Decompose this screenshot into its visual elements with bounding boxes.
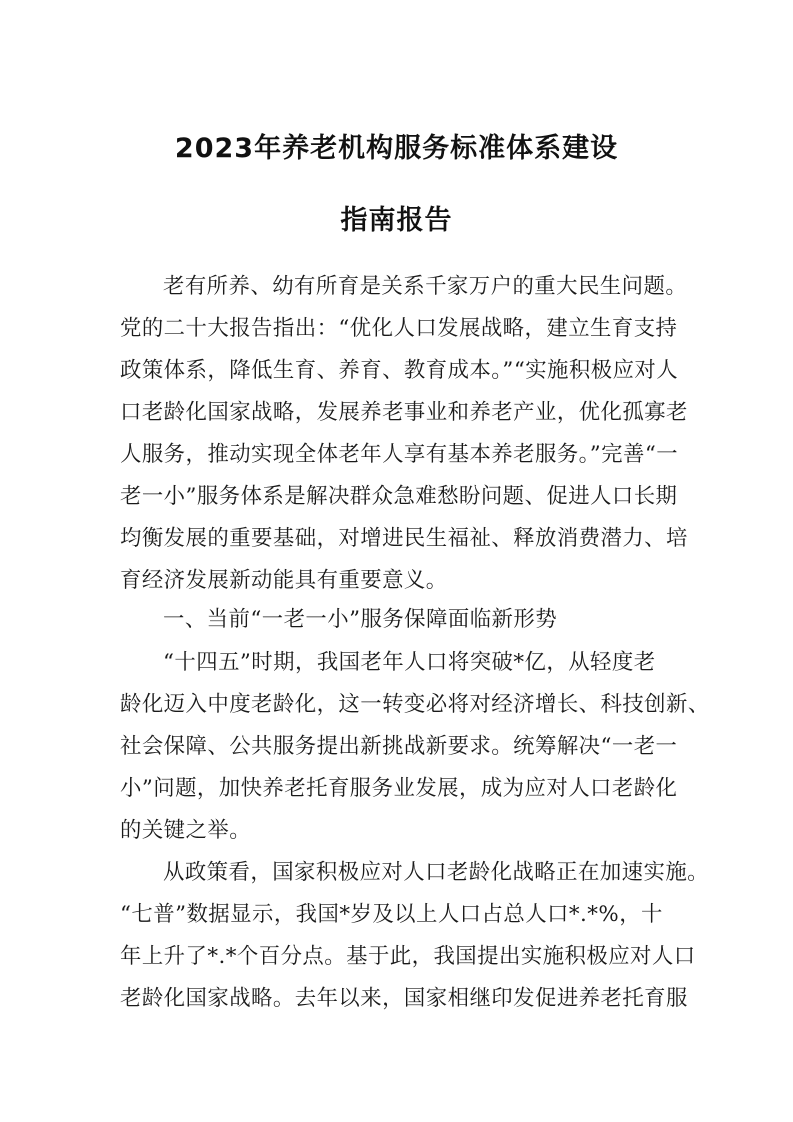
- paragraph-line: 的关键之举。: [120, 818, 252, 843]
- section-heading: 一、当前“一老一小”服务保障面临新形势: [163, 607, 558, 632]
- paragraph-line: 政策体系，降低生育、养育、教育成本。”“实施积极应对人: [120, 358, 679, 383]
- paragraph-line: 口老龄化国家战略，发展养老事业和养老产业，优化孤寡老: [120, 400, 688, 425]
- paragraph-line: 龄化迈入中度老龄化，这一转变必将对经济增长、科技创新、: [120, 692, 710, 717]
- document-title-line-1: 2023年养老机构服务标准体系建设: [174, 133, 619, 164]
- paragraph-line: 育经济发展新动能具有重要意义。: [120, 568, 448, 593]
- paragraph-line: 年上升了*.*个百分点。基于此，我国提出实施积极应对人口: [120, 944, 696, 969]
- paragraph-line: 老一小”服务体系是解决群众急难愁盼问题、促进人口长期: [120, 484, 678, 509]
- paragraph-line: “十四五”时期，我国老年人口将突破*亿，从轻度老: [163, 650, 656, 675]
- paragraph-line: 均衡发展的重要基础，对增进民生福祉、释放消费潜力、培: [120, 526, 688, 551]
- paragraph-line: 人服务，推动实现全体老年人享有基本养老服务。”完善“一: [120, 442, 679, 467]
- paragraph-line: 从政策看，国家积极应对人口老龄化战略正在加速实施。: [163, 860, 710, 885]
- paragraph-line: 老有所养、幼有所育是关系千家万户的重大民生问题。: [163, 274, 688, 299]
- paragraph-line: 社会保障、公共服务提出新挑战新要求。统筹解决“一老一: [120, 734, 678, 759]
- paragraph-line: “七普”数据显示，我国*岁及以上人口占总人口*.*%，十: [120, 902, 663, 927]
- paragraph-line: 小”问题，加快养老托育服务业发展，成为应对人口老龄化: [120, 776, 678, 801]
- paragraph-line: 党的二十大报告指出：“优化人口发展战略，建立生育支持: [120, 316, 678, 341]
- document-title-line-2: 指南报告: [340, 205, 453, 236]
- paragraph-line: 老龄化国家战略。去年以来，国家相继印发促进养老托育服: [120, 986, 688, 1011]
